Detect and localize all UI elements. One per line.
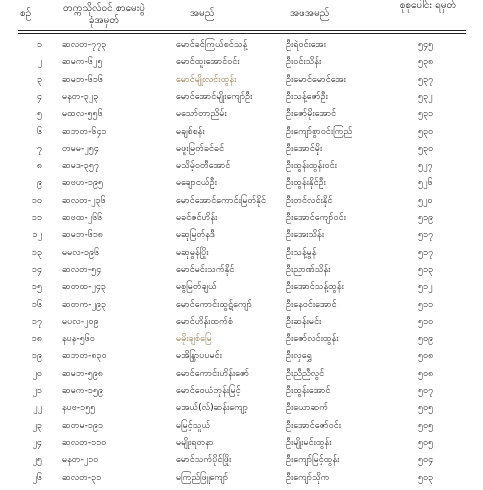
candidate-id: ဆဘတ-၈၃၀ bbox=[62, 351, 107, 362]
father-name: ဦးဇော်မိုးအောင် bbox=[286, 109, 337, 120]
total-score: ၅၀၅ bbox=[418, 420, 434, 431]
table-row bbox=[0, 158, 483, 175]
total-score: ၅၀၄ bbox=[418, 455, 434, 466]
father-name: ဦးထွန်းအောင် bbox=[286, 386, 331, 396]
row-number: ၂၀ bbox=[32, 368, 42, 379]
candidate-id: ဆတမ-၁၉၁ bbox=[62, 420, 104, 431]
header-name: အမည် bbox=[190, 8, 215, 19]
father-name: ဦးရဲဝင်းအေး bbox=[286, 40, 326, 50]
total-score: ၅၁၃ bbox=[418, 264, 434, 275]
table-row bbox=[0, 452, 483, 469]
father-name: ဦးမျိုးမင်းထွန်း bbox=[286, 437, 332, 448]
student-name: မသော်တာညိမ်း bbox=[176, 109, 227, 120]
table-row bbox=[0, 279, 483, 296]
table-row bbox=[0, 89, 483, 106]
total-score: ၅၂၆ bbox=[418, 178, 433, 189]
row-number: ၂၅ bbox=[32, 455, 42, 466]
row-number: ၃ bbox=[36, 74, 42, 85]
table-row bbox=[0, 348, 483, 365]
father-name: ဦးကျော်မြင့်ထွန်း bbox=[286, 455, 340, 466]
candidate-id: ဆလတ-၇၇၃ bbox=[62, 40, 107, 50]
total-score: ၅၀၃ bbox=[418, 472, 434, 483]
student-name: မချောငယ်ဦး bbox=[176, 178, 217, 189]
total-score: ၅၃၈ bbox=[418, 57, 434, 68]
student-name: မမျိုးရတနာ bbox=[176, 437, 214, 448]
total-score: ၅၀၈ bbox=[418, 351, 434, 362]
total-score: ၅၃၇ bbox=[418, 74, 434, 85]
table-row bbox=[0, 210, 483, 227]
total-score: ၅၀၈ bbox=[418, 368, 434, 379]
candidate-id: တမမ-၂၅၄ bbox=[62, 143, 99, 154]
father-name: ဦးဆန်းမင်း bbox=[286, 316, 322, 327]
candidate-id: ဆတထ-၂၄၃ bbox=[62, 282, 106, 293]
row-number: ၄ bbox=[36, 91, 42, 102]
table-row bbox=[0, 435, 483, 452]
table-row bbox=[0, 37, 483, 54]
student-name: မအယ်(လ်)ဆန်းကျော့ bbox=[176, 403, 249, 414]
row-number: ၂၃ bbox=[32, 420, 42, 431]
row-number: ၅ bbox=[36, 109, 42, 120]
father-name: ဦးကျော်စွာဝင်းကြည် bbox=[286, 126, 353, 137]
candidate-id: ဆလတ-၂၃၆ bbox=[62, 195, 106, 206]
table-row bbox=[0, 227, 483, 244]
student-name: မောင်ဝေယံဘုန်းမြင့် bbox=[176, 386, 241, 396]
candidate-id: မထလ-၅၅၆ bbox=[62, 109, 103, 120]
table-row bbox=[0, 54, 483, 71]
father-name: ဦးမောင်မောင်အေး bbox=[286, 74, 346, 85]
total-score: ၅၃၁ bbox=[418, 109, 434, 120]
header-candidate-id: တက္ကသိုလ်ဝင် စာမေးပွဲခုံအမှတ် bbox=[62, 3, 146, 26]
father-name: ဦးသန့်ဇော်ဦး bbox=[286, 91, 328, 102]
row-number: ၈ bbox=[36, 161, 42, 172]
table-row bbox=[0, 72, 483, 89]
row-number: ၂၂ bbox=[33, 403, 42, 414]
student-name: မောင်ခင်ကြယ်စင်သန့် bbox=[176, 40, 248, 50]
table-row bbox=[0, 141, 483, 158]
student-name: မခင်ဇင်ဟိန်း bbox=[176, 213, 218, 223]
row-number: ၁ bbox=[36, 40, 42, 50]
row-number: ၁၀ bbox=[31, 195, 42, 206]
student-name: မအိန္ဒြာပပမင်း bbox=[176, 351, 222, 362]
student-name: မကြည်ဖြူကျော် bbox=[176, 472, 229, 483]
student-name: မစွမြတ်ချယ် bbox=[176, 282, 217, 293]
total-score: ၅၃၂ bbox=[418, 91, 433, 102]
row-number: ၇ bbox=[36, 143, 42, 154]
total-score: ၅၂၇ bbox=[418, 161, 433, 172]
header-bottom-rule bbox=[18, 33, 466, 34]
father-name: ဦးလှရွှေ bbox=[286, 351, 312, 362]
student-name: မမြင့်သူယ် bbox=[176, 420, 211, 431]
row-number: ၁၇ bbox=[31, 316, 42, 327]
candidate-id: ဆလတ-၅၄ bbox=[62, 264, 102, 275]
total-score: ၅၀၉ bbox=[418, 334, 434, 345]
table-row bbox=[0, 400, 483, 417]
row-number: ၉ bbox=[36, 178, 42, 189]
candidate-id: မမလ-၁၉၆ bbox=[62, 247, 100, 258]
table-row bbox=[0, 175, 483, 192]
father-name: ဦးညီညီလွင် bbox=[286, 368, 325, 379]
candidate-id: မပလ-၂၀၉ bbox=[62, 316, 99, 327]
row-number: ၁၄ bbox=[31, 264, 42, 275]
table-row bbox=[0, 383, 483, 400]
total-score: ၅၀၅ bbox=[418, 403, 434, 414]
table-row bbox=[0, 470, 483, 487]
total-score: ၅၂၀ bbox=[418, 195, 433, 206]
row-number: ၂ bbox=[37, 57, 42, 68]
row-number: ၂၁ bbox=[32, 386, 42, 396]
father-name: ဦးအောင်ဇော်ဝင်း bbox=[286, 420, 342, 431]
father-name: ဦးအောင်သန့်ထွန်း bbox=[286, 282, 344, 293]
total-score: ၅၁၀ bbox=[418, 316, 434, 327]
father-name: ဦးသန့်မွန် bbox=[286, 247, 317, 258]
total-score: ၅၁၁ bbox=[418, 299, 434, 310]
candidate-id: ဆဘတ-၆၄၁ bbox=[62, 126, 107, 137]
table-row bbox=[0, 314, 483, 331]
father-name: ဦးညာဏ်သိန်း bbox=[286, 264, 331, 275]
candidate-id: ဆတက-၂၉၃ bbox=[62, 299, 107, 310]
student-name: မမိုးချစ်မြေ bbox=[176, 334, 212, 345]
candidate-id: မနတ-၂၁၀ bbox=[62, 455, 99, 466]
student-name: မောင်မျိုးလင်းထွန်း bbox=[176, 74, 237, 85]
total-score: ၅၀၇ bbox=[418, 386, 434, 396]
student-name: မဆုမြတ်နဒီ bbox=[176, 230, 215, 241]
table-row bbox=[0, 418, 483, 435]
father-name: ဦးထွန်းနိုင်ဦး bbox=[286, 178, 326, 189]
row-number: ၆ bbox=[36, 126, 42, 137]
total-score: ၅၁၉ bbox=[418, 213, 434, 223]
candidate-id: ဆမဘ-၆၁၆ bbox=[62, 74, 103, 85]
student-name: မောင်သက်ပိုင်ဖြိုး bbox=[176, 455, 232, 466]
table-row bbox=[0, 245, 483, 262]
table-row bbox=[0, 124, 483, 141]
student-name: မဖူးမြတ်ခင်ခင် bbox=[176, 143, 225, 154]
row-number: ၁၆ bbox=[31, 299, 42, 310]
candidate-id: ဆမဘ-၅၉၈ bbox=[62, 368, 104, 379]
table-row bbox=[0, 262, 483, 279]
father-name: ဦးနေဝင်းအောင် bbox=[286, 299, 337, 310]
student-name: မဆုမွန်ပြိုး bbox=[176, 247, 209, 258]
student-name: မောင်အောင်ကောင်းမြတ်နိုင် bbox=[176, 195, 266, 206]
row-number: ၁၉ bbox=[31, 351, 42, 362]
row-number: ၁၅ bbox=[31, 282, 42, 293]
father-name: ဦးယောဆက် bbox=[286, 403, 329, 414]
candidate-id: ဆမက-၁၅၉ bbox=[62, 386, 104, 396]
candidate-id: ဆဗဟ-၁၉၅ bbox=[62, 178, 104, 189]
candidate-id: နပဗ-၁၅၅ bbox=[62, 403, 96, 414]
candidate-id: နပန-၅၆၀ bbox=[62, 334, 95, 345]
father-name: ဦးထွန်းထွန်းဝင်း bbox=[286, 161, 337, 172]
candidate-id: ဆဗထ-၂၆၆ bbox=[62, 213, 103, 223]
total-score: ၅၁၇ bbox=[418, 230, 434, 241]
father-name: ဦးအောင်ကျော်ဝင်း bbox=[286, 213, 346, 223]
row-number: ၂၄ bbox=[32, 437, 42, 448]
total-score: ၅၃၀ bbox=[418, 143, 434, 154]
candidate-id: မနတ-၃၂၃ bbox=[62, 91, 99, 102]
row-number: ၁၃ bbox=[31, 247, 42, 258]
table-row bbox=[0, 193, 483, 210]
father-name: ဦးအောင်မိုး bbox=[286, 143, 323, 154]
header-father-name: အဖအမည် bbox=[290, 8, 330, 19]
student-name: မချစ်စန်း bbox=[176, 126, 205, 137]
candidate-id: ဆလတ-၁၁၀ bbox=[62, 437, 107, 448]
student-name: မောင်ဟိန်းထက်စံ bbox=[176, 316, 234, 327]
father-name: ဦးအေးသိန်း bbox=[286, 230, 325, 241]
row-number: ၁၈ bbox=[31, 334, 42, 345]
header-no: စဉ် bbox=[20, 8, 32, 19]
table-row bbox=[0, 106, 483, 123]
table-row bbox=[0, 331, 483, 348]
student-name: မောင်ကောင်းဟိန်းဇော် bbox=[176, 368, 250, 379]
father-name: ဦးကျော်သိုက bbox=[286, 472, 330, 483]
father-name: ဦးဝင်းသိန်း bbox=[286, 57, 322, 68]
total-score: ၅၁၇ bbox=[418, 247, 434, 258]
row-number: ၁၂ bbox=[32, 230, 42, 241]
father-name: ဦးဇော်လင်းထွန်း bbox=[286, 334, 339, 345]
row-number: ၂၆ bbox=[32, 472, 42, 483]
total-score: ၅၃၀ bbox=[418, 126, 434, 137]
row-number: ၁၁ bbox=[31, 213, 42, 223]
candidate-id: ဆလတ-၃၁ bbox=[62, 472, 102, 483]
total-score: ၅၁၂ bbox=[418, 282, 433, 293]
student-name: မသိမ့်ဝတီအောင် bbox=[176, 161, 231, 172]
total-score: ၅၀၅ bbox=[418, 437, 434, 448]
student-name: မောင်ကောင်းထွဋ်ကျော် bbox=[176, 299, 252, 310]
candidate-id: ဆမဘ-၆၁၈ bbox=[62, 230, 104, 241]
student-name: မောင်မင်းသက်နိုင် bbox=[176, 264, 235, 275]
student-name: မောင်အောင်မျိုးကျော်ဦး bbox=[176, 91, 253, 102]
table-row bbox=[0, 366, 483, 383]
father-name: ဦးတင်လင်းနိုင် bbox=[286, 195, 333, 206]
header-top-rule bbox=[18, 30, 466, 31]
student-name: မောင်ထူးအောင်ဝင်း bbox=[176, 57, 240, 68]
table-row bbox=[0, 297, 483, 314]
candidate-id: ဆမက-၆၂၅ bbox=[62, 57, 103, 68]
header-total-score: စုစုပေါင်း ရမှတ် bbox=[399, 0, 457, 11]
total-score: ၅၄၅ bbox=[418, 40, 434, 50]
candidate-id: ဆမဒ-၃၅၇ bbox=[62, 161, 99, 172]
